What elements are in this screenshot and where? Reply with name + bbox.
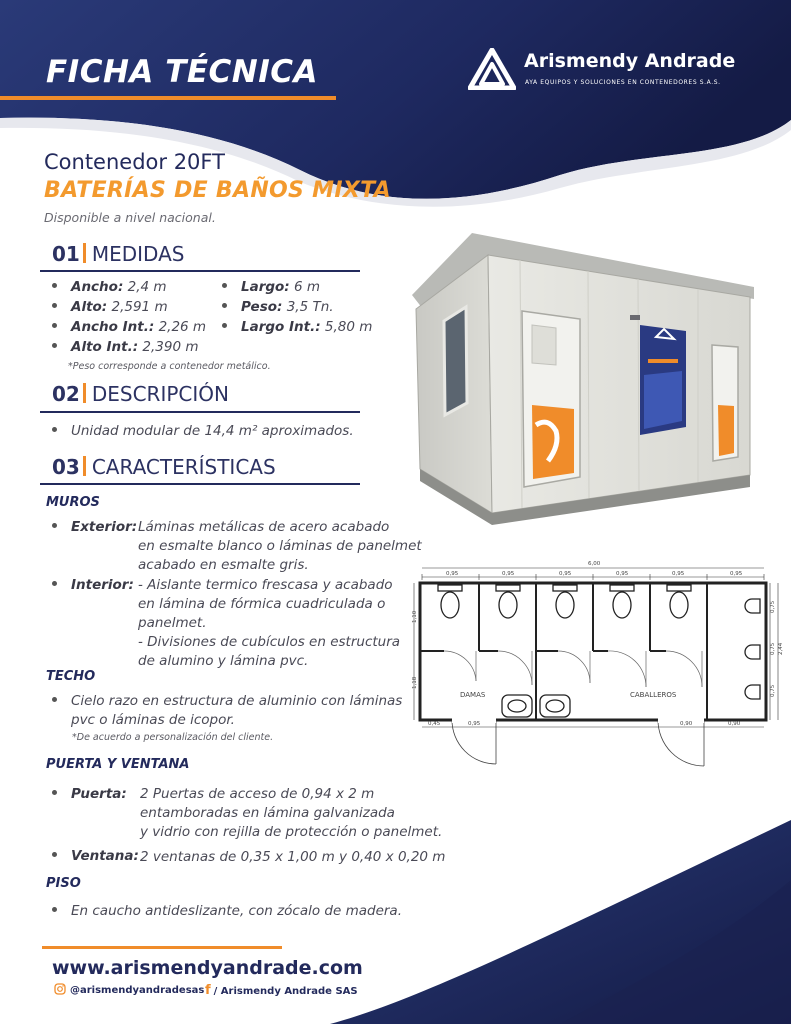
spec-alto-int: Alto Int.: 2,390 m	[52, 339, 199, 355]
plan-dim-bottom: 0,90	[680, 721, 693, 727]
plan-dim-left: 1,10	[412, 610, 418, 623]
subheading-techo: TECHO	[46, 669, 96, 684]
puerta-label: Puerta:	[52, 785, 127, 804]
description-item: Unidad modular de 14,4 m² aproximados.	[52, 423, 354, 439]
subheading-muros: MUROS	[46, 495, 100, 510]
subheading-piso: PISO	[46, 876, 81, 891]
section-medidas-heading	[52, 242, 184, 270]
section-number: 03	[52, 455, 80, 479]
product-name: BATERÍAS DE BAÑOS MIXTA	[44, 178, 392, 203]
section-divider	[83, 383, 86, 403]
facebook-handle[interactable]: f / Arismendy Andrade SAS	[205, 983, 358, 998]
spec-alto: Alto: 2,591 m	[52, 299, 168, 315]
plan-dim-right: 0,75	[770, 600, 776, 613]
container-photo	[408, 225, 768, 525]
weight-footnote: *Peso corresponde a contenedor metálico.	[68, 361, 271, 372]
plan-dim-top: 0,95	[616, 571, 629, 577]
footer-accent-rule	[42, 946, 282, 949]
section-rule	[40, 270, 360, 272]
plan-dim-left: 1,18	[412, 676, 418, 689]
section-label: CARACTERÍSTICAS	[91, 455, 276, 479]
floor-plan-diagram	[408, 555, 784, 780]
plan-dim-top: 0,95	[730, 571, 743, 577]
spec-peso: Peso: 3,5 Tn.	[222, 299, 334, 315]
spec-ancho: Ancho: 2,4 m	[52, 279, 167, 295]
spec-ancho-int: Ancho Int.: 2,26 m	[52, 319, 206, 335]
spec-largo: Largo: 6 m	[222, 279, 320, 295]
website-link[interactable]: www.arismendyandrade.com	[52, 957, 363, 979]
subheading-puerta-ventana: PUERTA Y VENTANA	[46, 757, 190, 772]
instagram-handle[interactable]: @arismendyandradesas	[54, 983, 204, 996]
section-number: 02	[52, 382, 80, 406]
plan-dim-top: 0,95	[446, 571, 459, 577]
techo-text: Cielo razo en estructura de aluminio con láminas pvc o láminas de icopor.	[52, 692, 402, 730]
product-model: Contenedor 20FT	[44, 150, 225, 174]
plan-dim-bottom: 0,90	[728, 721, 741, 727]
plan-dim-bottom: 0,95	[468, 721, 481, 727]
logo-tagline: AYA EQUIPOS Y SOLUCIONES EN CONTENEDORES S.A.S.	[525, 79, 721, 86]
plan-dim-right: 0,75	[770, 642, 776, 655]
plan-label-caballeros: CABALLEROS	[630, 691, 677, 699]
muros-interior-label: Interior:	[52, 576, 134, 595]
section-rule	[40, 411, 360, 413]
plan-dim-top: 0,95	[502, 571, 515, 577]
availability-note: Disponible a nivel nacional.	[44, 210, 216, 225]
company-logo	[468, 48, 768, 98]
plan-dim-right-total: 2,44	[778, 642, 784, 655]
muros-exterior-text: Láminas metálicas de acero acabado en esmalte blanco o láminas de panelmet acabado en esmalte gris.	[138, 519, 422, 573]
plan-label-damas: DAMAS	[460, 691, 486, 699]
plan-dim-top: 0,95	[672, 571, 685, 577]
section-divider	[83, 243, 86, 263]
title-underline	[0, 96, 336, 100]
ventana-label: Ventana:	[52, 847, 139, 866]
piso-text: En caucho antideslizante, con zócalo de madera.	[52, 902, 402, 921]
logo-triangle-icon	[468, 48, 516, 90]
section-label: MEDIDAS	[91, 242, 185, 266]
plan-dim-top: 0,95	[559, 571, 572, 577]
section-number: 01	[52, 242, 80, 266]
section-descripcion-heading	[52, 382, 229, 410]
instagram-icon	[54, 983, 66, 995]
puerta-text: 2 Puertas de acceso de 0,94 x 2 m entamboradas en lámina galvanizada y vidrio con rejilla de protección o panelmet.	[140, 786, 443, 840]
spec-largo-int: Largo Int.: 5,80 m	[222, 319, 372, 335]
muros-interior-text: - Aislante termico frescasa y acabado en lámina de fórmica cuadriculada o panelmet. - Divisiones de cubículos en estructura de alumino y lámina pvc.	[138, 577, 401, 669]
plan-total-width: 6,00	[588, 561, 601, 567]
ventana-text: 2 ventanas de 0,35 x 1,00 m y 0,40 x 0,20 m	[140, 849, 446, 865]
logo-name: Arismendy Andrade	[524, 50, 736, 72]
section-caracteristicas-heading	[52, 455, 276, 483]
plan-dim-right: 0,75	[770, 684, 776, 697]
plan-dim-bottom: 0,45	[428, 721, 441, 727]
page-title: FICHA TÉCNICA	[46, 54, 318, 90]
techo-footnote: *De acuerdo a personalización del cliente.	[72, 732, 274, 743]
facebook-icon: f	[205, 983, 211, 998]
section-rule	[40, 483, 360, 485]
section-label: DESCRIPCIÓN	[91, 382, 229, 406]
muros-exterior-label: Exterior:	[52, 518, 137, 537]
section-divider	[83, 456, 86, 476]
